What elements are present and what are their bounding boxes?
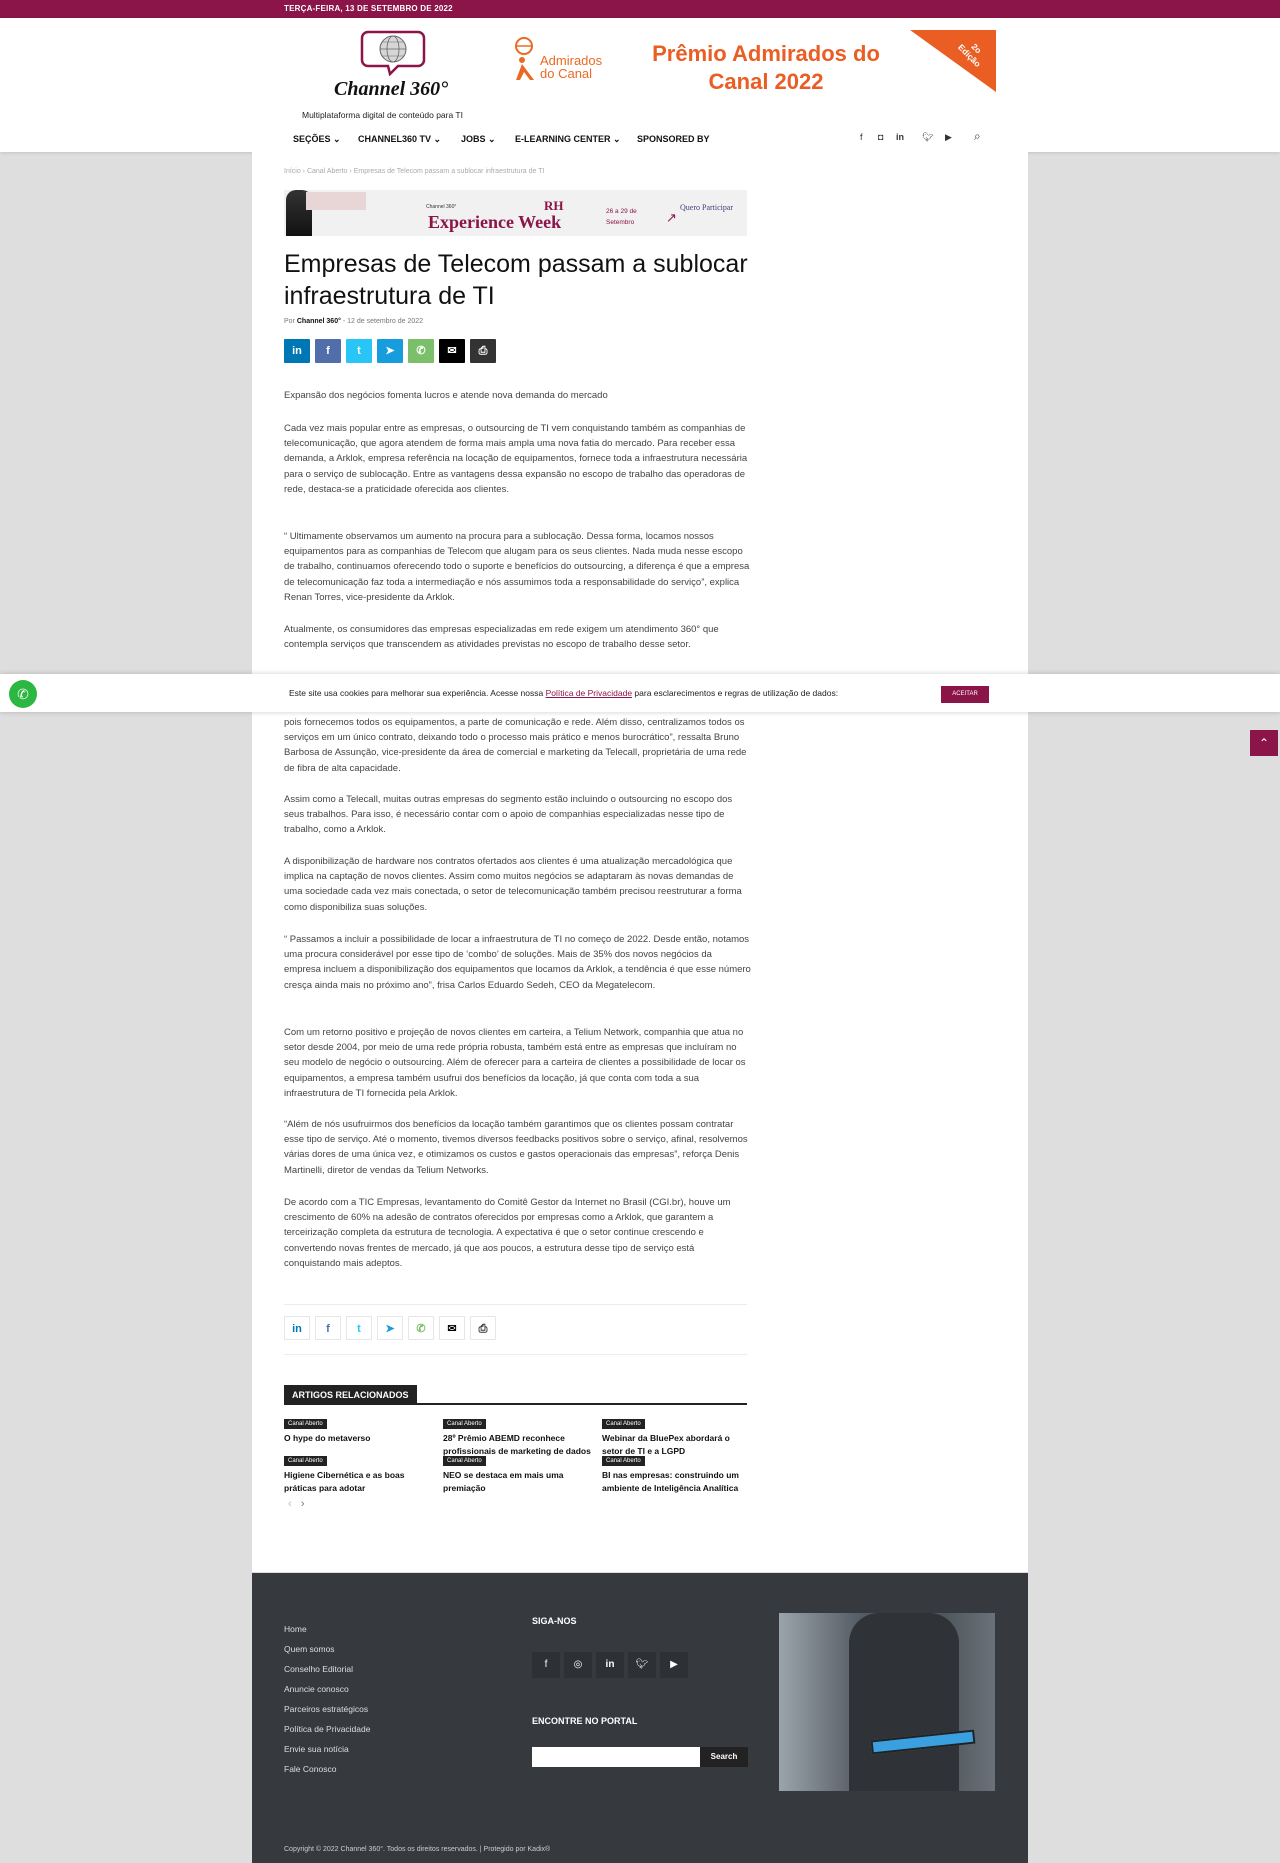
- linkedin-icon[interactable]: in: [284, 1316, 310, 1340]
- article-paragraph: Com um retorno positivo e projeção de novos clientes em carteira, a Telium Network, companhia que atua no setor desde 2004, por meio de uma rede própria robusta, também está entre as empresas que incluíram no seu modelo de negócio o outsourcing. Além de oferecer para a carteira de clientes a possibilidade de locar os equipamentos, a empresa também usufrui dos benefícios da locação, já que conta com toda a sua infraestrutura de TI fornecida pela Arklok.: [284, 1027, 746, 1099]
- footer-link-privacidade[interactable]: Política de Privacidade: [284, 1724, 371, 1734]
- rh-experience-ad[interactable]: [284, 190, 747, 236]
- related-item[interactable]: [284, 1449, 434, 1495]
- telegram-icon[interactable]: ➤: [377, 1316, 403, 1340]
- article-paragraph: “ Ultimamente observamos um aumento na procura para a sublocação. Dessa forma, locamos nossos equipamentos para as companhias de Telecom que alugam para os seus clientes. Nada muda nesse escopo de trabalho, continuamos oferecendo todo o suporte e benefícios do outsourcing, a diferença é que a empresa de telecomunicação faz toda a intermediação e nós assumimos toda a responsabilidade do serviço”, explica Renan Torres, vice-presidente da Arklok.: [284, 531, 750, 603]
- linkedin-icon[interactable]: in: [896, 132, 904, 142]
- logo-brand: Channel 360°: [334, 78, 449, 100]
- article-paragraph: pois fornecemos todos os equipamentos, a parte de comunicação e rede. Além disso, centralizamos todos os serviços em um único contrato, deixando todo o processo mais prático e menos burocrático”, ressalta Bruno Barbosa de Assunção, vice-presidente da área de comercial e marketing da Telecall, proprietária de uma rede de fibra de alta capacidade.: [284, 717, 747, 774]
- linkedin-icon[interactable]: in: [596, 1652, 624, 1678]
- breadcrumb-home[interactable]: Início: [284, 168, 301, 175]
- youtube-icon[interactable]: ▶: [945, 132, 952, 142]
- main-nav: [284, 128, 996, 152]
- divider: [284, 1354, 747, 1355]
- twitter-icon[interactable]: t: [346, 339, 372, 363]
- related-category[interactable]: Canal Aberto: [284, 1456, 327, 1466]
- whatsapp-icon[interactable]: ✆: [408, 1316, 434, 1340]
- scroll-to-top-button[interactable]: ⌃: [1250, 730, 1278, 756]
- cookie-text: Este site usa cookies para melhorar sua experiência. Acesse nossa Política de Privacidade para esclarecimentos e regras de utilização de dados:: [289, 688, 839, 698]
- nav-item-jobs[interactable]: JOBS ⌄: [461, 134, 496, 144]
- footer-link-quem-somos[interactable]: Quem somos: [284, 1644, 335, 1654]
- related-item[interactable]: [443, 1449, 593, 1495]
- article-author[interactable]: Channel 360°: [296, 318, 341, 325]
- related-title[interactable]: O hype do metaverso: [284, 1433, 371, 1443]
- footer-link-anuncie[interactable]: Anuncie conosco: [284, 1684, 349, 1694]
- current-date: TERÇA-FEIRA, 13 DE SETEMBRO DE 2022: [284, 4, 453, 13]
- follow-heading: SIGA-NOS: [532, 1616, 577, 1626]
- banner-title: Prêmio Admirados do Canal 2022: [652, 41, 880, 94]
- youtube-icon[interactable]: ▶: [660, 1652, 688, 1678]
- twitter-icon[interactable]: 🐦︎: [922, 132, 934, 142]
- chevron-left-icon[interactable]: ‹: [288, 1498, 292, 1510]
- nav-item-sponsored[interactable]: SPONSORED BY: [637, 134, 710, 144]
- related-title[interactable]: BI nas empresas: construindo um ambiente de Inteligência Analítica: [602, 1470, 739, 1493]
- related-category[interactable]: Canal Aberto: [284, 1419, 327, 1429]
- footer-search-button[interactable]: Search: [700, 1747, 748, 1767]
- ad-experience-week: Experience Week: [428, 212, 562, 232]
- whatsapp-icon[interactable]: ✆: [408, 339, 434, 363]
- twitter-icon[interactable]: t: [346, 1316, 372, 1340]
- twitter-icon[interactable]: 🐦︎: [628, 1652, 656, 1678]
- banner-edition: 2o Edição: [956, 41, 984, 69]
- telegram-icon[interactable]: ➤: [377, 339, 403, 363]
- related-title[interactable]: 28º Prêmio ABEMD reconhece profissionais de marketing de dados: [443, 1433, 591, 1456]
- related-item[interactable]: [602, 1449, 752, 1495]
- whatsapp-icon[interactable]: ✆: [9, 680, 37, 708]
- footer-link-parceiros[interactable]: Parceiros estratégicos: [284, 1704, 369, 1714]
- email-icon[interactable]: ✉: [439, 1316, 465, 1340]
- cookie-banner: [0, 674, 1280, 712]
- ad-rh: RH: [544, 198, 564, 213]
- related-category[interactable]: Canal Aberto: [602, 1419, 645, 1429]
- article-paragraph: Atualmente, os consumidores das empresas especializadas em rede exigem um atendimento 360° que contempla serviços que transcendem as atividades previstas no escopo de trabalho desse setor.: [284, 624, 719, 651]
- instagram-icon[interactable]: ◎: [564, 1652, 592, 1678]
- related-category[interactable]: Canal Aberto: [602, 1456, 645, 1466]
- article-title: Empresas de Telecom passam a sublocar infraestrutura de TI: [284, 250, 748, 310]
- print-icon[interactable]: ⎙: [470, 1316, 496, 1340]
- arrow-icon: ↗: [666, 210, 677, 225]
- admirados-logo-text: Admirados do Canal: [540, 53, 603, 81]
- article-paragraph: “Além de nós usufruirmos dos benefícios da locação também garantimos que os clientes possam contratar esse tipo de serviço. Até o momento, tivemos diversos feedbacks positivos sobre o serviço, afinal, resolvemos várias dores de uma única vez, e otimizamos os custos e gastos operacionais das empresas”, reforça Denis Martinelli, diretor de vendas da Telium Networks.: [284, 1119, 748, 1176]
- breadcrumb-category[interactable]: Canal Aberto: [306, 168, 348, 175]
- ad-dates: 26 a 29 de Setembro: [606, 208, 637, 226]
- copyright: Copyright © 2022 Channel 360°. Todos os direitos reservados. | Protegido por Kadix®: [284, 1846, 551, 1853]
- article-meta: Por Channel 360° - 12 de setembro de 2022: [284, 318, 424, 325]
- print-icon[interactable]: ⎙: [470, 339, 496, 363]
- related-category[interactable]: Canal Aberto: [443, 1456, 486, 1466]
- facebook-icon[interactable]: f: [532, 1652, 560, 1678]
- related-item[interactable]: [284, 1412, 434, 1445]
- related-title[interactable]: Webinar da BluePex abordará o setor de TI e a LGPD: [602, 1433, 730, 1456]
- nav-item-elearning[interactable]: E-LEARNING CENTER ⌄: [515, 134, 621, 144]
- footer-link-home[interactable]: Home: [284, 1624, 307, 1634]
- related-heading: ARTIGOS RELACIONADOS: [284, 1385, 747, 1405]
- article-paragraph: Cada vez mais popular entre as empresas, o outsourcing de TI vem conquistando também as companhias de telecomunicação, que agora atendem de forma mais ampla uma nova fatia do mercado. Para receber essa demanda, a Arklok, empresa referência na locação de equipamentos, fornece toda a infraestrutura necessária para o serviço de sublocação. Entre as vantagens dessa expansão no escopo de trabalho das operadoras de rede, destaca-se a praticidade oferecida aos clientes.: [284, 423, 748, 495]
- ad-cta[interactable]: Quero Participar: [680, 203, 734, 212]
- find-heading: ENCONTRE NO PORTAL: [532, 1716, 638, 1726]
- ad-channel-logo: Channel 360°: [426, 204, 457, 210]
- article-paragraph: De acordo com a TIC Empresas, levantamento do Comitê Gestor da Internet no Brasil (CGI.br), houve um crescimento de 60% na adesão de contratos oferecidos por empresas como a Arklok, que garantem a terceirização completa da estrutura de tecnologia. A expectativa é que o setor continue crescendo e convertendo novas frentes de mercado, já que aos poucos, a estrutura desse tipo de serviço está conquistando mais adeptos.: [284, 1197, 731, 1269]
- email-icon[interactable]: ✉: [439, 339, 465, 363]
- related-title[interactable]: NEO se destaca em mais uma premiação: [443, 1470, 564, 1493]
- footer-search-input[interactable]: [532, 1747, 700, 1767]
- facebook-icon[interactable]: f: [315, 339, 341, 363]
- accept-cookies-button[interactable]: ACEITAR: [941, 686, 989, 703]
- businessman-tablet-image: [779, 1613, 995, 1791]
- related-title[interactable]: Higiene Cibernética e as boas práticas para adotar: [284, 1470, 405, 1493]
- premio-banner[interactable]: [506, 30, 996, 94]
- breadcrumb: Início › Canal Aberto › Empresas de Telecom passam a sublocar infraestrutura de TI: [284, 168, 545, 175]
- privacy-policy-link[interactable]: Política de Privacidade: [545, 688, 633, 698]
- footer-link-conselho[interactable]: Conselho Editorial: [284, 1664, 353, 1674]
- breadcrumb-current: Empresas de Telecom passam a sublocar infraestrutura de TI: [353, 168, 545, 175]
- award-person-icon: [510, 36, 540, 92]
- footer-link-contato[interactable]: Fale Conosco: [284, 1764, 337, 1774]
- facebook-icon[interactable]: f: [860, 132, 863, 142]
- site-logo[interactable]: [298, 28, 488, 124]
- facebook-icon[interactable]: f: [315, 1316, 341, 1340]
- article-date: 12 de setembro de 2022: [347, 318, 424, 325]
- site-header: [0, 18, 1280, 152]
- related-category[interactable]: Canal Aberto: [443, 1419, 486, 1429]
- article-paragraph: A disponibilização de hardware nos contratos ofertados aos clientes é uma atualização mercadológica que implica na captação de novos clientes. Assim como muitos negócios se adaptaram às novas demandas de uma sociedade cada vez mais conectada, o setor de telecomunicação também precisou reestruturar a forma como disponibiliza suas soluções.: [284, 856, 742, 913]
- top-bar: [0, 0, 1280, 18]
- divider: [284, 1304, 747, 1305]
- nav-item-channel360tv[interactable]: CHANNEL360 TV ⌄: [358, 134, 442, 144]
- related-pager: [288, 1498, 305, 1510]
- instagram-icon[interactable]: ◘: [878, 132, 884, 142]
- article-paragraph: Assim como a Telecall, muitas outras empresas do segmento estão incluindo o outsourcing no escopo dos seus trabalhos. Para isso, é necessário contar com o apoio de companhias especializadas nesse tipo de trabalho, como a Arklok.: [284, 794, 733, 836]
- footer-link-envie[interactable]: Envie sua notícia: [284, 1744, 349, 1754]
- article-paragraph: “ Passamos a incluir a possibilidade de locar a infraestrutura de TI no começo de 2022. Desde então, notamos uma procura considerável por esse tipo de ‘combo’ de soluções. Mais de 35% dos novos negócios da empresa incluem a disponibilização dos equipamentos que locamos da Arklok, a tendência é que esse número cresça ainda mais no próximo ano”, frisa Carlos Eduardo Sedeh, CEO da Megatelecom.: [284, 934, 751, 991]
- search-icon[interactable]: ⌕: [974, 129, 981, 143]
- logo-tagline: Multiplataforma digital de conteúdo para TI: [302, 110, 463, 120]
- article-lead: Expansão dos negócios fomenta lucros e atende nova demanda do mercado: [284, 390, 608, 401]
- ad-tray-image: [306, 192, 366, 210]
- chevron-right-icon[interactable]: ›: [300, 1498, 305, 1510]
- nav-item-secoes[interactable]: SEÇÕES ⌄: [293, 134, 341, 144]
- globe-logo-icon: [360, 28, 426, 76]
- linkedin-icon[interactable]: in: [284, 339, 310, 363]
